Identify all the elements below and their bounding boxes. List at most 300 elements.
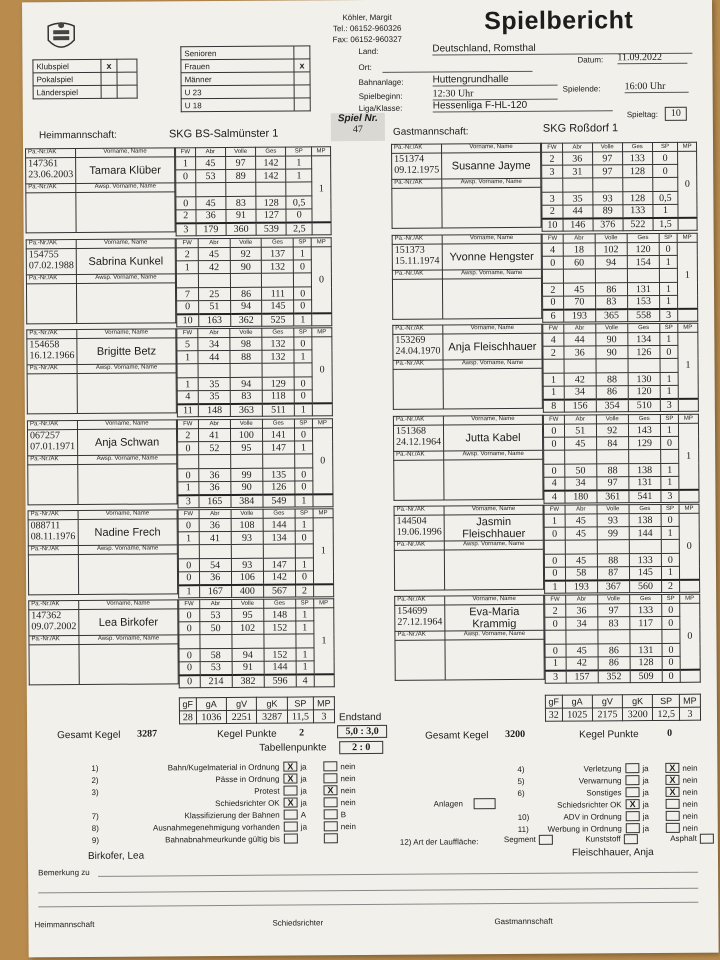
sub-name-field[interactable] bbox=[76, 283, 175, 324]
summary-header: gV bbox=[226, 697, 256, 710]
empty-cell bbox=[176, 274, 198, 288]
check-num: 11) bbox=[517, 824, 529, 834]
check-b-label: B bbox=[340, 809, 347, 819]
score-cell: 129 bbox=[262, 377, 294, 390]
player-dob: 09.12.1975 bbox=[394, 164, 440, 176]
sub-pass-field[interactable] bbox=[28, 465, 78, 505]
score-cell: 45 bbox=[566, 644, 598, 657]
score-cell: 25 bbox=[198, 287, 230, 300]
score-cell: 133 bbox=[622, 152, 652, 165]
score-cell: 142 bbox=[256, 156, 286, 169]
total-mp-empty bbox=[312, 222, 331, 235]
score-cell: 0 bbox=[544, 527, 565, 540]
score-cell: 0 bbox=[295, 531, 313, 544]
sub-pass-field[interactable] bbox=[392, 279, 442, 319]
score-cell: 2 bbox=[542, 152, 563, 165]
score-cell: 45 bbox=[198, 247, 230, 260]
check-box-b[interactable] bbox=[324, 833, 338, 843]
col-header: Volle bbox=[596, 324, 628, 333]
bahnanlage-value: Huttengrundhalle bbox=[433, 74, 558, 87]
score-cell: 0 bbox=[662, 656, 680, 669]
total-cell: 510 bbox=[628, 398, 660, 411]
score-cell: 152 bbox=[264, 648, 296, 661]
check-box-a[interactable] bbox=[625, 763, 639, 773]
total-mp-empty bbox=[679, 489, 699, 502]
summary-header: gA bbox=[196, 697, 226, 710]
score-cell: 0 bbox=[652, 151, 677, 164]
sub-name-field[interactable] bbox=[444, 549, 543, 590]
empty-cell bbox=[177, 364, 198, 378]
score-cell: 134 bbox=[628, 332, 660, 345]
check-b-label: nein bbox=[682, 799, 698, 809]
name-label: Vorname, Name bbox=[443, 324, 542, 334]
score-cell: 83 bbox=[226, 196, 256, 209]
check-box-b[interactable] bbox=[324, 797, 338, 807]
pass-label: Pa.-Nr./AK bbox=[392, 179, 442, 188]
col-header: Volle bbox=[231, 599, 263, 608]
total-cell: 2 bbox=[661, 579, 679, 592]
pass-label: Pa.-Nr./AK bbox=[28, 546, 78, 555]
check-box-b[interactable] bbox=[324, 821, 338, 831]
check-label: Protest bbox=[254, 786, 280, 796]
score-cell: 4 bbox=[543, 333, 564, 346]
score-cell: 1 bbox=[178, 532, 199, 545]
score-grid bbox=[542, 233, 699, 323]
col-header: Ges bbox=[262, 419, 294, 428]
player-name: Eva-Maria Krammig bbox=[445, 604, 544, 631]
check-b-label: nein bbox=[682, 811, 698, 821]
sub-name-field[interactable] bbox=[442, 187, 541, 228]
total-mp-empty bbox=[678, 308, 698, 321]
check-box-b[interactable]: X bbox=[665, 775, 679, 785]
col-header: Ges bbox=[629, 504, 661, 513]
check-box-a[interactable] bbox=[284, 810, 298, 820]
check-box-b[interactable] bbox=[666, 799, 680, 809]
sub-label: Awsp. Vorname, Name bbox=[78, 455, 177, 465]
empty-cell bbox=[545, 630, 566, 644]
pass-label: Pa.-Nr./AK bbox=[394, 506, 444, 515]
empty-cell bbox=[622, 178, 652, 192]
total-cell: 165 bbox=[199, 494, 231, 507]
ort-line bbox=[383, 71, 533, 73]
check-b-label: nein bbox=[682, 787, 698, 797]
check-label: Klassifizierung der Bahnen bbox=[184, 810, 280, 820]
category-label: Frauen bbox=[181, 59, 294, 73]
score-cell: 1 bbox=[545, 657, 566, 670]
category-row bbox=[181, 72, 310, 86]
total-cell: 3 bbox=[660, 308, 678, 321]
check-label: Schiedsrichter OK bbox=[557, 799, 622, 810]
score-cell: 0 bbox=[543, 424, 564, 437]
anlagen-box[interactable] bbox=[474, 798, 496, 809]
col-header: Abr bbox=[563, 324, 595, 333]
check-box-b[interactable]: X bbox=[323, 785, 337, 795]
sub-pass-field[interactable] bbox=[29, 645, 79, 685]
category-row bbox=[181, 98, 310, 112]
score-cell: 144 bbox=[263, 518, 295, 531]
player-name: Susanne Jayme bbox=[442, 152, 541, 179]
pass-label: Pa.-Nr./AK bbox=[29, 636, 79, 645]
check-box-b[interactable]: X bbox=[666, 787, 680, 797]
lauf-option-box[interactable] bbox=[700, 834, 714, 844]
sub-label: Awsp. Vorname, Name bbox=[445, 630, 544, 640]
sub-name-field[interactable] bbox=[79, 644, 178, 685]
score-cell: 0 bbox=[178, 469, 199, 482]
land-value: Deutschland, Romsthal bbox=[432, 42, 692, 56]
sub-name-field[interactable] bbox=[78, 464, 177, 505]
total-cell: 367 bbox=[597, 580, 629, 593]
col-header: SP bbox=[294, 419, 312, 428]
score-cell: 44 bbox=[563, 205, 593, 218]
game-type-mark[interactable] bbox=[101, 72, 117, 85]
score-cell: 18 bbox=[563, 243, 595, 256]
player-block bbox=[26, 327, 327, 418]
lauf-option bbox=[504, 835, 553, 845]
score-cell: 94 bbox=[230, 300, 262, 313]
summary-header: SP bbox=[287, 697, 313, 710]
game-type-mark[interactable]: x bbox=[101, 59, 117, 72]
check-box-a[interactable]: X bbox=[283, 762, 297, 772]
sub-pass-field[interactable] bbox=[393, 369, 443, 409]
sub-name-field[interactable] bbox=[78, 554, 178, 595]
score-cell: 31 bbox=[562, 165, 592, 178]
bemerkung-line-3 bbox=[38, 902, 698, 908]
score-cell: 92 bbox=[230, 247, 262, 260]
total-cell: 1 bbox=[294, 313, 312, 326]
mp-cell: 1 bbox=[678, 423, 699, 489]
score-grid bbox=[178, 598, 335, 688]
check-box-a[interactable] bbox=[625, 775, 639, 785]
check-num: 7) bbox=[91, 811, 99, 821]
sub-label: Awsp. Vorname, Name bbox=[76, 183, 175, 193]
score-cell: 137 bbox=[262, 247, 294, 260]
summary-value: 2175 bbox=[592, 708, 622, 721]
score-cell: 129 bbox=[628, 436, 660, 449]
summary-value: 11,5 bbox=[287, 710, 313, 723]
category-mark[interactable] bbox=[294, 46, 310, 59]
score-cell: 0 bbox=[178, 442, 199, 455]
check-a-label: ja bbox=[642, 823, 650, 833]
score-cell: 142 bbox=[263, 571, 295, 584]
total-cell: 541 bbox=[629, 489, 661, 502]
score-cell: 86 bbox=[598, 644, 630, 657]
check-box-b[interactable] bbox=[324, 809, 338, 819]
check-box-b[interactable]: X bbox=[665, 763, 679, 773]
score-cell: 0 bbox=[176, 170, 196, 183]
total-mp-empty bbox=[314, 674, 334, 687]
check-a-label: A bbox=[300, 809, 307, 819]
col-header: SP bbox=[659, 233, 677, 242]
player-pass: 154699 bbox=[397, 605, 428, 617]
home-summary-table bbox=[179, 696, 335, 724]
empty-cell bbox=[256, 182, 286, 196]
score-cell: 1 bbox=[286, 169, 312, 182]
total-cell: 2,5 bbox=[287, 222, 313, 235]
game-type-empty bbox=[117, 59, 137, 72]
check-box-a[interactable] bbox=[626, 787, 640, 797]
score-cell: 4 bbox=[542, 243, 563, 256]
sub-name-field[interactable] bbox=[76, 192, 175, 233]
col-header: Abr bbox=[198, 328, 230, 337]
col-header: Ges bbox=[263, 509, 295, 518]
sub-pass-field[interactable] bbox=[28, 555, 78, 595]
bemerkung-line-2 bbox=[38, 888, 698, 894]
total-cell: 214 bbox=[200, 674, 232, 687]
total-cell: 400 bbox=[231, 584, 263, 597]
score-cell: 3 bbox=[542, 192, 563, 205]
mp-cell: 0 bbox=[312, 337, 332, 403]
col-header: FW bbox=[545, 595, 566, 604]
check-box-b[interactable] bbox=[666, 811, 680, 821]
pass-label: Pa.-Nr./AK bbox=[26, 184, 76, 193]
score-cell: 41 bbox=[198, 428, 230, 441]
pass-label: Pa.-Nr./AK bbox=[28, 456, 78, 465]
score-cell: 102 bbox=[232, 621, 264, 634]
check-box-a[interactable] bbox=[626, 811, 640, 821]
score-grid bbox=[544, 594, 701, 684]
empty-cell bbox=[566, 630, 598, 644]
player-pass: 151373 bbox=[394, 244, 425, 256]
player-dob: 15.11.1974 bbox=[394, 255, 440, 267]
score-cell: 36 bbox=[199, 571, 231, 584]
checklist-right bbox=[517, 762, 707, 835]
total-cell: 1 bbox=[294, 403, 312, 416]
score-cell: 0 bbox=[294, 377, 312, 390]
sub-label: Awsp. Vorname, Name bbox=[442, 178, 541, 188]
checklist-left bbox=[91, 760, 378, 846]
player-info bbox=[392, 324, 543, 410]
total-cell: 193 bbox=[565, 580, 597, 593]
score-cell: 2 bbox=[177, 429, 198, 442]
empty-cell bbox=[542, 178, 563, 192]
total-cell: 156 bbox=[564, 399, 596, 412]
datum-value: 11.09.2022 bbox=[617, 52, 687, 64]
page-title: Spielbericht bbox=[484, 6, 634, 36]
score-cell: 0 bbox=[294, 337, 312, 350]
score-cell: 1 bbox=[177, 351, 198, 364]
score-grid bbox=[178, 508, 335, 598]
sub-name-field[interactable] bbox=[445, 639, 544, 680]
score-cell: 4 bbox=[544, 477, 565, 490]
total-cell: 549 bbox=[263, 494, 295, 507]
score-cell: 153 bbox=[627, 295, 659, 308]
score-cell: 1 bbox=[661, 566, 679, 579]
liga-label: Liga/Klasse: bbox=[358, 103, 403, 114]
total-cell: 560 bbox=[629, 579, 661, 592]
score-cell: 58 bbox=[200, 648, 232, 661]
total-cell: 567 bbox=[263, 584, 295, 597]
sub-name-field[interactable] bbox=[443, 368, 542, 409]
sub-pass-field[interactable] bbox=[394, 550, 444, 590]
check-label: Schiedsrichter OK bbox=[215, 798, 280, 808]
pass-label: Pa.-Nr./AK bbox=[394, 541, 444, 550]
check-box-a[interactable] bbox=[626, 823, 640, 833]
score-cell: 135 bbox=[263, 468, 295, 481]
empty-cell bbox=[195, 182, 225, 196]
score-cell: 94 bbox=[230, 377, 262, 390]
col-header: SP bbox=[286, 147, 312, 156]
empty-cell bbox=[199, 544, 231, 558]
sub-pass-field[interactable] bbox=[392, 188, 442, 228]
total-cell: 352 bbox=[598, 670, 630, 683]
col-header: MP bbox=[312, 419, 332, 428]
summary-header: gF bbox=[545, 695, 562, 708]
total-cell: 180 bbox=[565, 490, 597, 503]
score-cell: 145 bbox=[629, 566, 661, 579]
col-header: Abr bbox=[563, 234, 595, 243]
check-box-a[interactable] bbox=[283, 786, 297, 796]
check-box-a[interactable]: X bbox=[283, 774, 297, 784]
category-mark[interactable] bbox=[294, 98, 310, 111]
total-mp-empty bbox=[314, 584, 334, 597]
sign-ref-label: Schiedsrichter bbox=[272, 918, 324, 928]
summary-value: 3 bbox=[313, 710, 334, 723]
mp-cell: 1 bbox=[312, 156, 331, 222]
player-pass: 147362 bbox=[31, 610, 62, 622]
col-header: Volle bbox=[231, 509, 263, 518]
score-cell: 53 bbox=[200, 661, 232, 674]
check-b-label: nein bbox=[682, 823, 698, 833]
lauf-option-box[interactable] bbox=[539, 835, 553, 845]
col-header: Volle bbox=[230, 238, 262, 247]
player-info bbox=[393, 415, 544, 501]
home-signature-name: Birkofer, Lea bbox=[87, 850, 145, 862]
check-a-label: ja bbox=[300, 821, 308, 831]
empty-cell bbox=[178, 455, 199, 469]
category-label: Männer bbox=[181, 72, 294, 86]
category-mark[interactable]: x bbox=[294, 59, 310, 72]
score-cell: 1 bbox=[296, 648, 314, 661]
score-cell: 0 bbox=[544, 464, 565, 477]
score-cell: 1 bbox=[293, 247, 311, 260]
check-box-a[interactable] bbox=[284, 822, 298, 832]
endstand-value: 5,0 : 3,0 bbox=[337, 725, 387, 738]
score-cell: 144 bbox=[264, 661, 296, 674]
summary-header: MP bbox=[679, 694, 700, 707]
empty-cell bbox=[232, 634, 264, 648]
player-name: Lea Birkofer bbox=[79, 609, 178, 636]
check-box-b[interactable] bbox=[323, 773, 337, 783]
anlagen-label: Anlagen bbox=[433, 799, 464, 809]
sub-pass-field[interactable] bbox=[395, 640, 445, 680]
check-box-a[interactable]: X bbox=[284, 798, 298, 808]
total-cell: 1 bbox=[295, 494, 313, 507]
check-box-a[interactable]: X bbox=[626, 799, 640, 809]
summary-header: gV bbox=[592, 695, 622, 708]
score-cell: 42 bbox=[198, 260, 230, 273]
mp-cell: 1 bbox=[677, 242, 698, 308]
total-cell: 363 bbox=[230, 403, 262, 416]
empty-cell bbox=[661, 449, 679, 463]
bahnanlage-label: Bahnanlage: bbox=[358, 77, 404, 88]
score-cell: 0 bbox=[660, 345, 678, 358]
check-b-label: nein bbox=[682, 775, 698, 785]
score-cell: 36 bbox=[562, 152, 592, 165]
score-cell: 97 bbox=[592, 152, 622, 165]
col-header: Ges bbox=[629, 594, 661, 603]
category-row bbox=[181, 59, 310, 73]
col-header: SP bbox=[660, 414, 678, 423]
sub-name-field[interactable] bbox=[77, 373, 176, 414]
empty-cell bbox=[653, 177, 678, 191]
game-type-mark[interactable] bbox=[101, 85, 117, 98]
score-cell: 133 bbox=[623, 205, 653, 218]
col-header: MP bbox=[678, 414, 698, 423]
category-mark[interactable] bbox=[294, 85, 310, 98]
player-block bbox=[386, 323, 693, 414]
col-header: SP bbox=[293, 238, 311, 247]
total-cell: 193 bbox=[563, 309, 595, 322]
total-mp-empty bbox=[312, 403, 332, 416]
score-cell: 0 bbox=[544, 567, 565, 580]
empty-cell bbox=[595, 269, 627, 283]
score-cell: 0 bbox=[294, 390, 312, 403]
empty-cell bbox=[262, 363, 294, 377]
sub-name-field[interactable] bbox=[442, 278, 542, 319]
score-cell: 0 bbox=[544, 554, 565, 567]
score-cell: 35 bbox=[563, 192, 593, 205]
empty-cell bbox=[230, 273, 262, 287]
mp-cell: 0 bbox=[680, 603, 701, 669]
score-cell: 45 bbox=[565, 514, 597, 527]
pass-label: Pa.-Nr./AK bbox=[28, 511, 78, 520]
bemerkung-line-1 bbox=[98, 872, 698, 877]
score-cell: 2 bbox=[542, 205, 563, 218]
total-cell: 384 bbox=[231, 494, 263, 507]
check-box-b[interactable] bbox=[323, 761, 337, 771]
sub-pass-field[interactable] bbox=[27, 374, 77, 414]
score-cell: 0,5 bbox=[653, 191, 678, 204]
score-cell: 132 bbox=[262, 350, 294, 363]
sub-pass-field[interactable] bbox=[26, 284, 76, 324]
score-cell: 1 bbox=[661, 526, 679, 539]
score-cell: 0 bbox=[661, 513, 679, 526]
sub-pass-field[interactable] bbox=[26, 193, 76, 233]
away-signature-name: Fleischhauer, Anja bbox=[571, 847, 654, 859]
check-box-a[interactable] bbox=[284, 834, 298, 844]
empty-cell bbox=[198, 273, 230, 287]
category-row bbox=[181, 46, 310, 60]
check-box-b[interactable] bbox=[666, 823, 680, 833]
empty-cell bbox=[627, 268, 659, 282]
player-block bbox=[28, 598, 329, 689]
check-b-label: nein bbox=[340, 761, 356, 771]
player-dob: 24.04.1970 bbox=[395, 345, 441, 357]
sub-pass-field[interactable] bbox=[394, 460, 444, 500]
name-label: Vorname, Name bbox=[76, 148, 175, 158]
sub-name-field[interactable] bbox=[444, 459, 543, 500]
col-header: Ges bbox=[628, 323, 660, 332]
lauf-option-label: Segment bbox=[503, 834, 536, 845]
total-cell: 382 bbox=[232, 674, 264, 687]
check-label: Pässe in Ordnung bbox=[215, 774, 280, 784]
pass-label: Pa.-Nr./AK bbox=[393, 325, 443, 334]
col-header: FW bbox=[177, 420, 198, 429]
total-cell: 4 bbox=[296, 674, 314, 687]
category-mark[interactable] bbox=[294, 72, 310, 85]
score-cell: 34 bbox=[198, 337, 230, 350]
lauf-option-box[interactable] bbox=[624, 834, 638, 844]
col-header: Volle bbox=[596, 415, 628, 424]
empty-cell bbox=[294, 363, 312, 377]
score-cell: 51 bbox=[564, 424, 596, 437]
bemerkung-label: Bemerkung zu bbox=[38, 867, 90, 878]
score-cell: 131 bbox=[629, 476, 661, 489]
score-cell: 130 bbox=[628, 372, 660, 385]
empty-cell bbox=[659, 268, 677, 282]
pass-label: Pa.-Nr./AK bbox=[392, 144, 442, 153]
empty-cell bbox=[294, 273, 312, 287]
